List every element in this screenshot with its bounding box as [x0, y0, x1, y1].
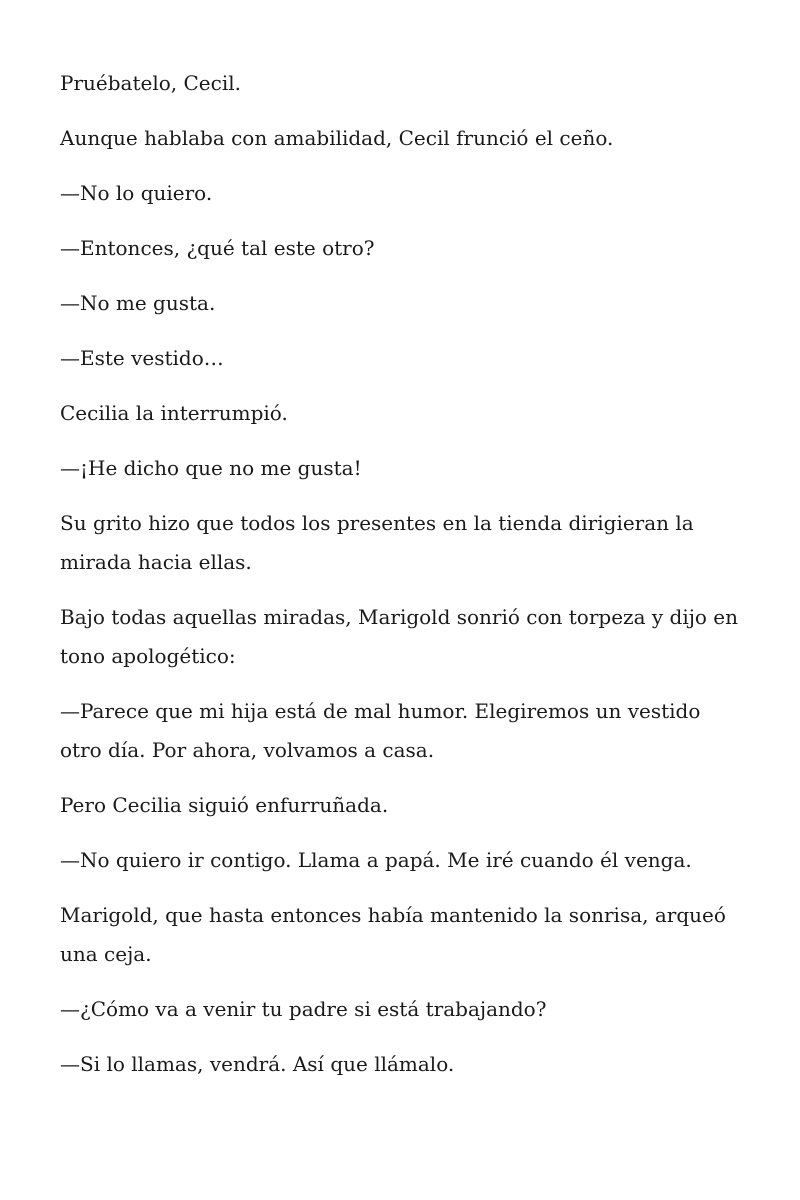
- paragraph: —Entonces, ¿qué tal este otro?: [60, 236, 375, 260]
- reading-page: [60, 64, 740, 1100]
- paragraph: Marigold, que hasta entonces había mantenido la sonrisa, arqueó una ceja.: [60, 903, 726, 966]
- paragraph: —Este vestido…: [60, 346, 224, 370]
- paragraph: —Si lo llamas, vendrá. Así que llámalo.: [60, 1052, 455, 1076]
- paragraph: —No me gusta.: [60, 291, 216, 315]
- paragraph: —¡He dicho que no me gusta!: [60, 456, 362, 480]
- paragraph: Pruébatelo, Cecil.: [60, 71, 241, 95]
- paragraph: Aunque hablaba con amabilidad, Cecil frunció el ceño.: [60, 126, 614, 150]
- paragraph: Bajo todas aquellas miradas, Marigold sonrió con torpeza y dijo en tono apologético:: [60, 605, 739, 668]
- paragraph: Su grito hizo que todos los presentes en la tienda dirigieran la mirada hacia ellas.: [60, 511, 694, 574]
- paragraph: —No quiero ir contigo. Llama a papá. Me iré cuando él venga.: [60, 848, 692, 872]
- paragraph: Cecilia la interrumpió.: [60, 401, 288, 425]
- paragraph: —No lo quiero.: [60, 181, 213, 205]
- paragraph: —¿Cómo va a venir tu padre si está trabajando?: [60, 997, 547, 1021]
- paragraph: —Parece que mi hija está de mal humor. Elegiremos un vestido otro día. Por ahora, volvamos a casa.: [60, 699, 701, 762]
- paragraph: Pero Cecilia siguió enfurruñada.: [60, 793, 389, 817]
